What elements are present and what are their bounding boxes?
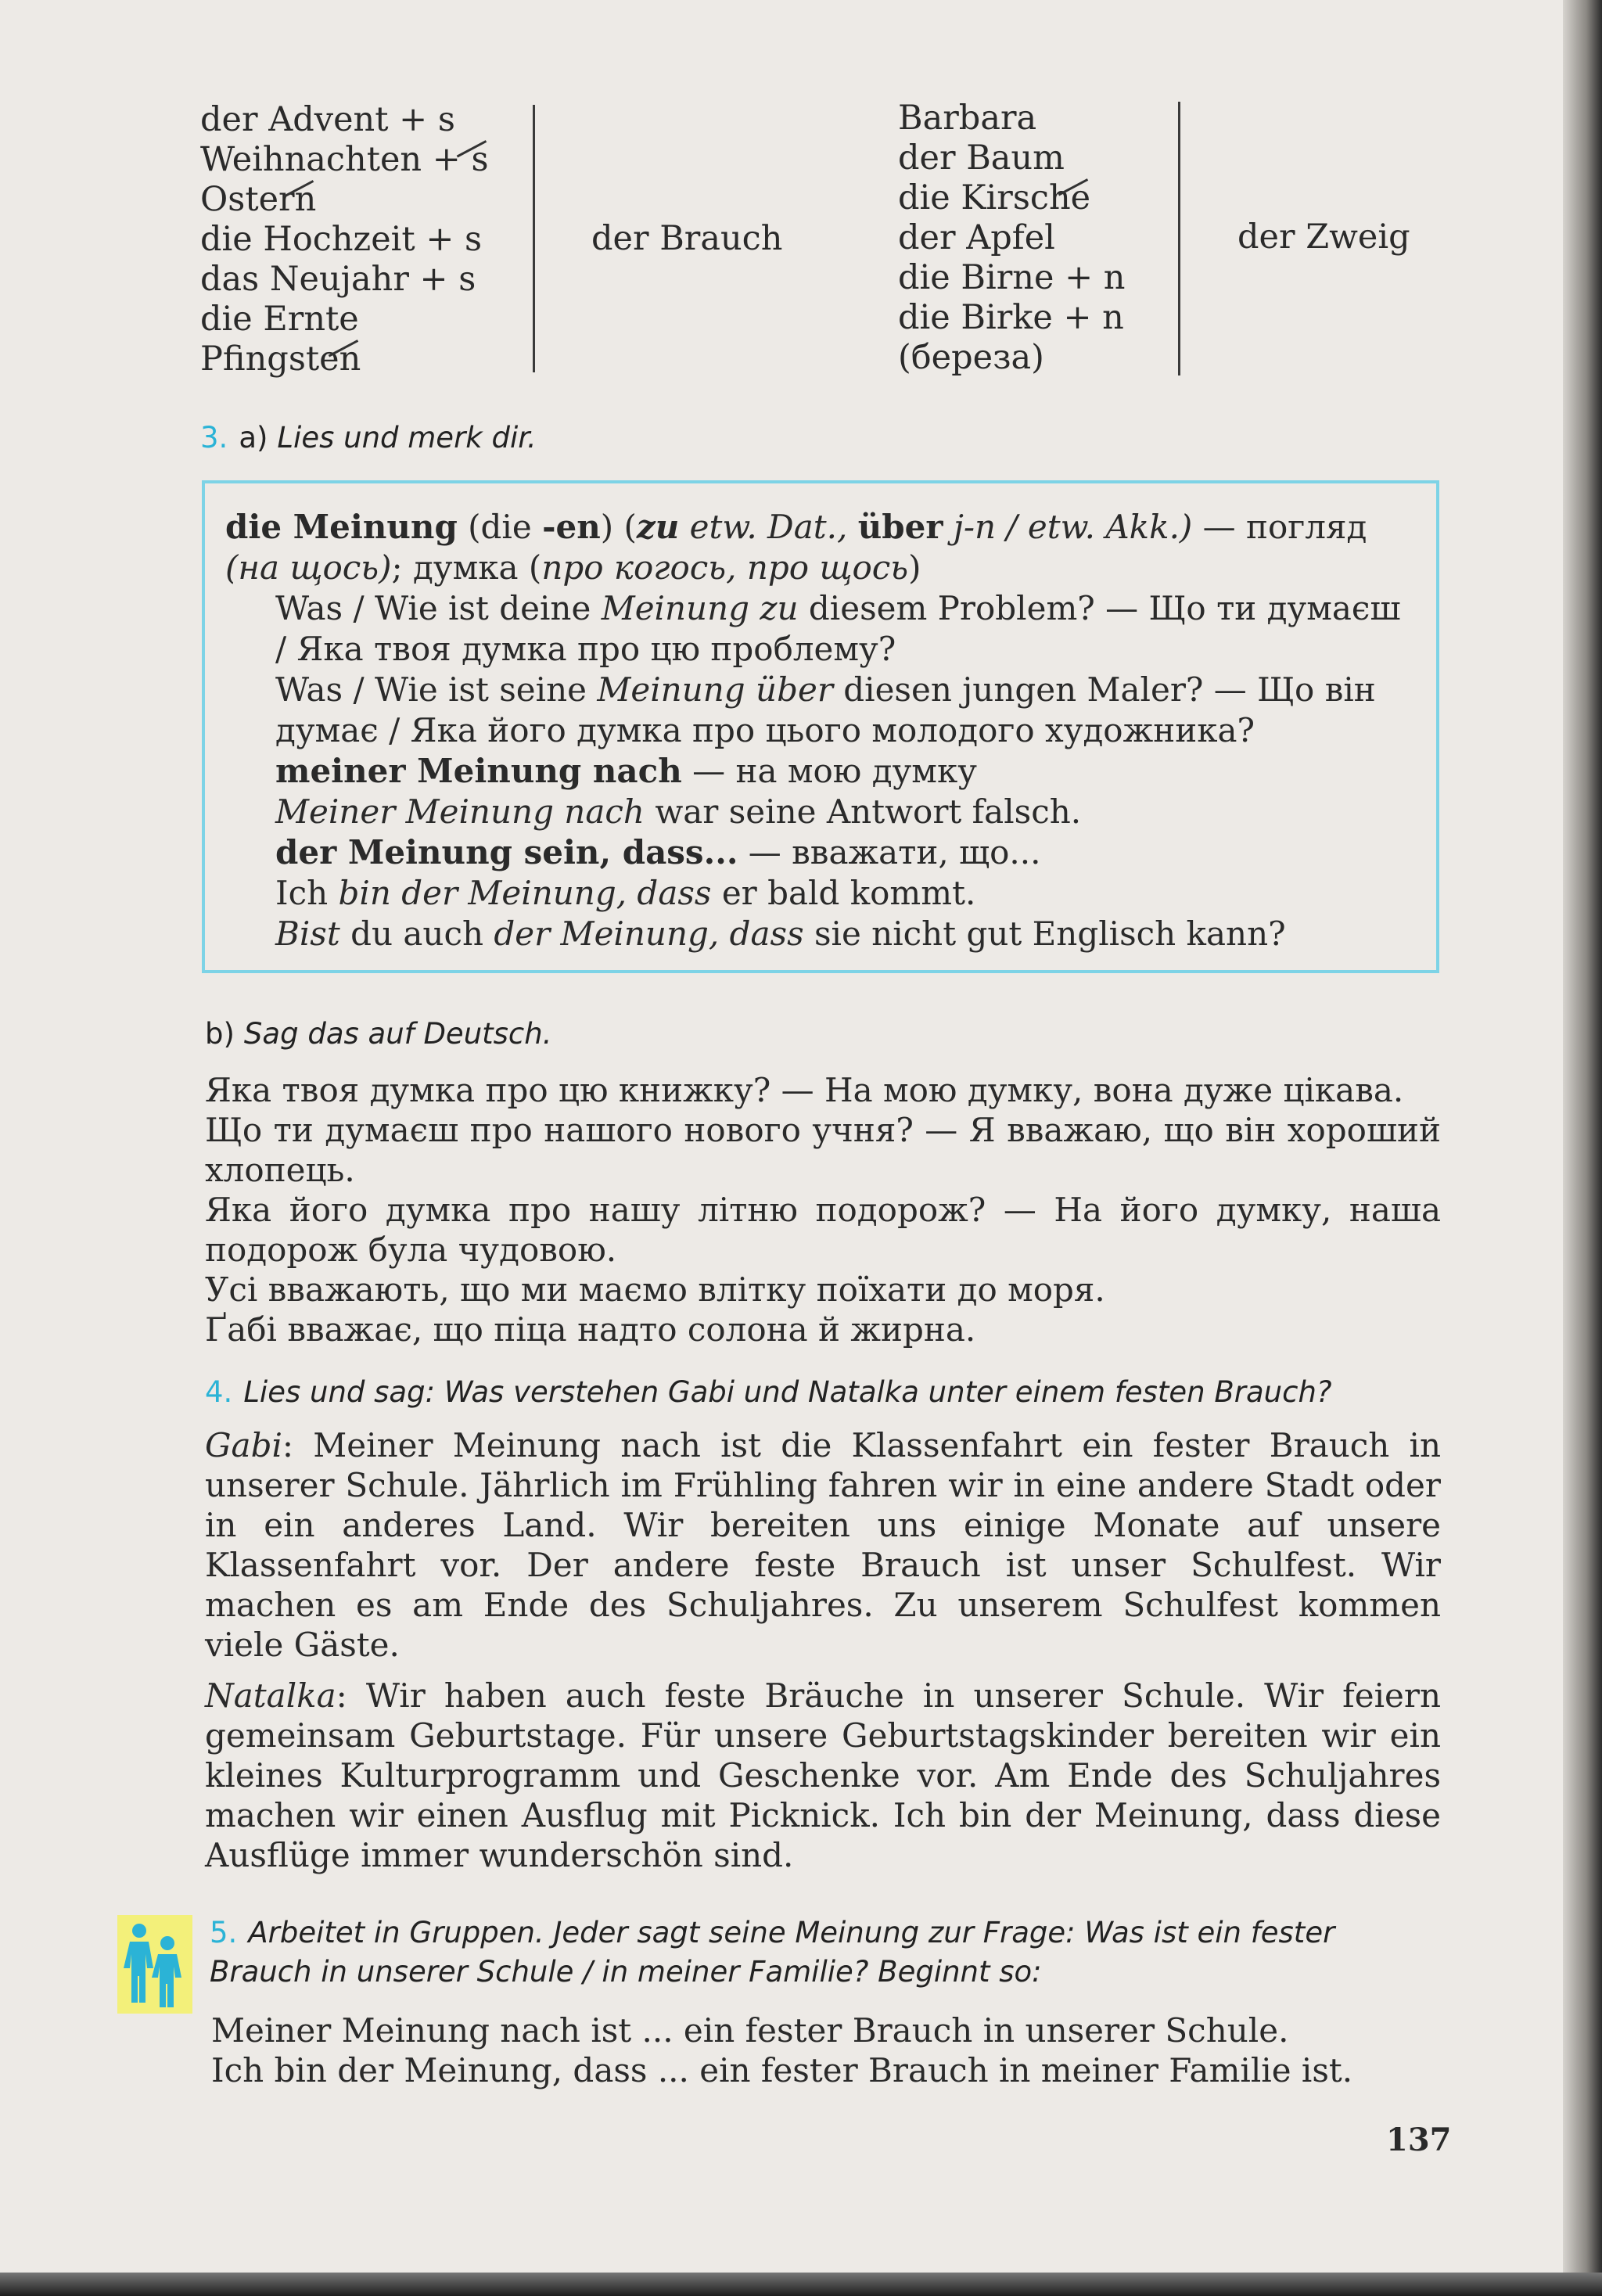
word-column-1 — [200, 100, 489, 379]
word-table — [200, 100, 1421, 382]
vocab-line: Meiner Meinung nach war seine Antwort falsch. — [275, 792, 1082, 831]
word-item: der Advent + s — [200, 100, 455, 139]
natalka-paragraph: Natalka: Wir haben auch feste Bräuche in unserer Schule. Wir feiern gemeinsam Geburtstage. Für unsere Geburtstagskinder bereiten wir ein kleines Kulturprogramm und Geschenke vor. Am Ende des Schuljahres machen wir einen Ausflug mit Picknick. Ich bin der Meinung, dass diese Ausflüge immer wunderschön sind. — [205, 1676, 1441, 1874]
sub-letter: a) — [239, 421, 268, 455]
word-center-1: der Brauch — [591, 219, 783, 258]
exercise-4-heading — [205, 1375, 1332, 1409]
vocab-line: / Яка твоя думка про цю проблему? — [275, 630, 896, 668]
group-work-icon — [117, 1915, 192, 2014]
exercise-number: 4. — [205, 1375, 233, 1409]
divider-line — [1178, 102, 1180, 375]
vocab-line: Ich bin der Meinung, dass er bald kommt. — [275, 874, 976, 912]
vocab-line: meiner Meinung nach — на мою думку — [275, 752, 977, 790]
translation-sentences — [205, 1070, 1441, 1349]
vocab-line: Bist du auch der Meinung, dass sie nicht gut Englisch kann? — [275, 914, 1286, 953]
word-item: die Birke + n — [898, 298, 1124, 337]
sub-letter: b) — [205, 1017, 235, 1051]
exercise-number: 5. — [210, 1916, 238, 1949]
word-item: (береза) — [898, 338, 1044, 377]
exercise-title: Brauch in unserer Schule / in meiner Familie? Beginnt so: — [210, 1955, 1042, 1989]
sentence-starter: Ich bin der Meinung, dass ... ein fester Brauch in meiner Familie ist. — [211, 2051, 1353, 2089]
word-item: Barbara — [898, 99, 1037, 138]
exercise-3a-heading — [200, 421, 537, 455]
exercise-3b-heading — [205, 1017, 551, 1051]
sentence: Яка твоя думка про цю книжку? — На мою думку, вона дуже цікава. — [205, 1071, 1404, 1109]
vocab-line: думає / Яка його думка про цього молодого художника? — [275, 711, 1255, 749]
exercise-number: 3. — [200, 421, 228, 455]
sentence: Усі вважають, що ми маємо влітку поїхати до моря. — [205, 1270, 1105, 1309]
word-item: Ostern — [200, 180, 317, 219]
vocab-line: (на щось); думка (про когось, про щось) — [225, 548, 921, 587]
sentence: Яка його думка про нашу літню подорож? — На його думку, наша подорож була чудовою. — [205, 1191, 1441, 1269]
exercise-title: Sag das auf Deutsch. — [243, 1017, 552, 1051]
exercise-5-heading — [210, 1913, 1446, 1992]
word-item: der Baum — [898, 138, 1065, 178]
word-center-2: der Zweig — [1237, 217, 1410, 257]
word-item: die Kirsche — [898, 178, 1091, 217]
word-item: der Apfel — [898, 218, 1055, 257]
word-item: das Neujahr + s — [200, 260, 476, 299]
exercise-title: Arbeitet in Gruppen. Jeder sagt seine Meinung zur Frage: Was ist ein fester — [248, 1916, 1335, 1949]
vocab-line: der Meinung sein, dass... — вважати, що... — [275, 833, 1041, 871]
vocab-line: die Meinung (die -en) (zu etw. Dat., über j-n / etw. Akk.) — погляд — [225, 508, 1367, 546]
dialogue-text — [205, 1425, 1441, 1875]
sentence-starter: Meiner Meinung nach ist ... ein fester Brauch in unserer Schule. — [211, 2011, 1289, 2050]
vocab-line: Was / Wie ist deine Meinung zu diesem Problem? — Що ти думаєш — [275, 589, 1401, 627]
gabi-paragraph: Gabi: Meiner Meinung nach ist die Klassenfahrt ein fester Brauch in unserer Schule. Jährlich im Frühling fahren wir in eine andere Stadt oder in ein anderes Land. Wir bereiten uns einige Monate auf unsere Klassenfahrt vor. Der andere feste Brauch ist unser Schulfest. Wir machen es am Ende des Schuljahres. Zu unserem Schulfest kommen viele Gäste. — [205, 1426, 1441, 1664]
exercise-title: Lies und sag: Was verstehen Gabi und Natalka unter einem festen Brauch? — [243, 1375, 1332, 1409]
vocab-line: Was / Wie ist seine Meinung über diesen jungen Maler? — Що він — [275, 670, 1376, 709]
word-item: Pfingsten — [200, 340, 361, 379]
vocabulary-box — [202, 480, 1439, 973]
word-item: die Birne + n — [898, 258, 1126, 297]
divider-line — [533, 105, 535, 372]
page-edge — [1563, 0, 1602, 2296]
word-column-2 — [898, 99, 1126, 378]
word-item: die Hochzeit + s — [200, 220, 483, 259]
sentence: Ґабі вважає, що піца надто солона й жирна. — [205, 1310, 976, 1349]
word-item: Weihnachten + s — [200, 140, 489, 179]
sentence: Що ти думаєш про нашого нового учня? — Я вважаю, що він хороший хлопець. — [205, 1111, 1441, 1189]
sentence-starters — [211, 2010, 1447, 2090]
word-item: die Ernte — [200, 300, 359, 339]
page-number: 137 — [1386, 2122, 1452, 2158]
page-bottom-edge — [0, 2273, 1602, 2296]
exercise-title: Lies und merk dir. — [277, 421, 537, 455]
